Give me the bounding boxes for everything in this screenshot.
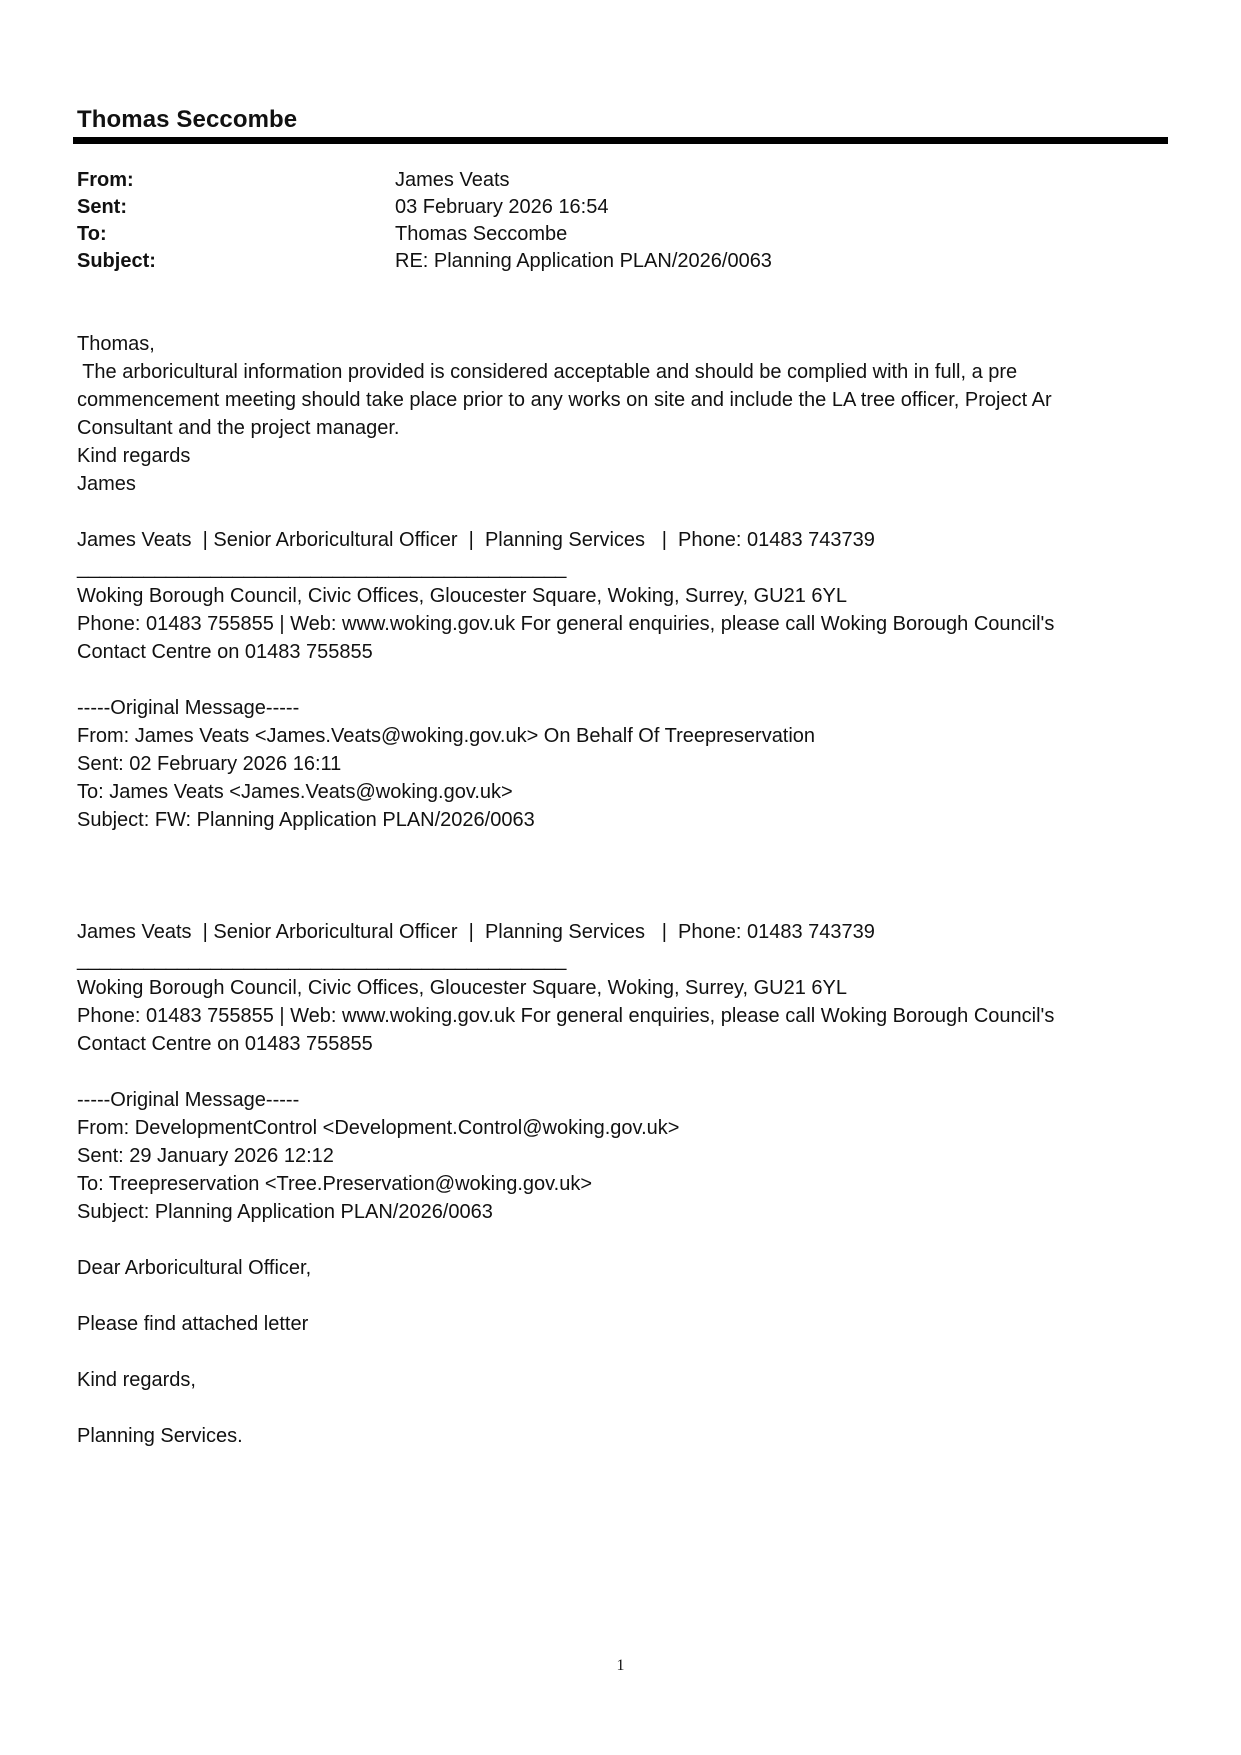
original-sent: Sent: 02 February 2026 16:11 (77, 753, 342, 775)
original-closing: Kind regards, (77, 1369, 196, 1391)
signature-address: Woking Borough Council, Civic Offices, Gloucester Square, Woking, Surrey, GU21 6YL (77, 977, 847, 999)
header-sent-value: 03 February 2026 16:54 (395, 196, 609, 218)
original-sender: Planning Services. (77, 1425, 243, 1447)
message-name: James (77, 473, 136, 495)
original-to: To: Treepreservation <Tree.Preservation@woking.gov.uk> (77, 1173, 592, 1195)
signature-address: Woking Borough Council, Civic Offices, Gloucester Square, Woking, Surrey, GU21 6YL (77, 585, 847, 607)
header-subject-row (77, 247, 1077, 275)
original-salutation: Dear Arboricultural Officer, (77, 1257, 312, 1279)
signature-line: James Veats | Senior Arboricultural Officer | Planning Services | Phone: 01483 743739 (77, 529, 875, 551)
original-message-separator: -----Original Message----- (77, 1089, 300, 1111)
original-subject: Subject: FW: Planning Application PLAN/2026/0063 (77, 809, 535, 831)
document-title: Thomas Seccombe (77, 106, 298, 133)
header-sent-row (77, 193, 1077, 221)
signature-underline: ____________________________________________ (77, 557, 567, 579)
message-paragraph-line: commencement meeting should take place prior to any works on site and include the LA tree officer, Project Ar (77, 389, 1052, 411)
original-body: Please find attached letter (77, 1313, 309, 1335)
header-from-row (77, 166, 1077, 194)
original-from: From: DevelopmentControl <Development.Control@woking.gov.uk> (77, 1117, 680, 1139)
title-rule (73, 137, 1168, 144)
original-message-separator: -----Original Message----- (77, 697, 300, 719)
header-sent-label: Sent: (77, 196, 127, 218)
header-subject-value: RE: Planning Application PLAN/2026/0063 (395, 250, 772, 272)
header-to-label: To: (77, 223, 107, 245)
signature-line: James Veats | Senior Arboricultural Officer | Planning Services | Phone: 01483 743739 (77, 921, 875, 943)
signature-underline: ____________________________________________ (77, 949, 567, 971)
message-greeting: Thomas, (77, 333, 155, 355)
email-body (77, 330, 1157, 1450)
original-sent: Sent: 29 January 2026 12:12 (77, 1145, 334, 1167)
header-to-value: Thomas Seccombe (395, 223, 568, 245)
signature-contact: Contact Centre on 01483 755855 (77, 641, 373, 663)
header-from-value: James Veats (395, 169, 510, 191)
original-subject: Subject: Planning Application PLAN/2026/0063 (77, 1201, 493, 1223)
header-from-label: From: (77, 169, 134, 191)
header-subject-label: Subject: (77, 250, 156, 272)
header-to-row (77, 220, 1077, 248)
signature-contact: Phone: 01483 755855 | Web: www.woking.gov.uk For general enquiries, please call Woking Borough Council's (77, 613, 1055, 635)
message-paragraph-line: Consultant and the project manager. (77, 417, 400, 439)
message-paragraph-line: The arboricultural information provided is considered acceptable and should be complied with in full, a pre (77, 361, 1018, 383)
signature-contact: Phone: 01483 755855 | Web: www.woking.gov.uk For general enquiries, please call Woking Borough Council's (77, 1005, 1055, 1027)
message-closing: Kind regards (77, 445, 191, 467)
original-from: From: James Veats <James.Veats@woking.gov.uk> On Behalf Of Treepreservation (77, 725, 816, 747)
original-to: To: James Veats <James.Veats@woking.gov.uk> (77, 781, 513, 803)
page-number: 1 (616, 1657, 625, 1674)
signature-contact: Contact Centre on 01483 755855 (77, 1033, 373, 1055)
